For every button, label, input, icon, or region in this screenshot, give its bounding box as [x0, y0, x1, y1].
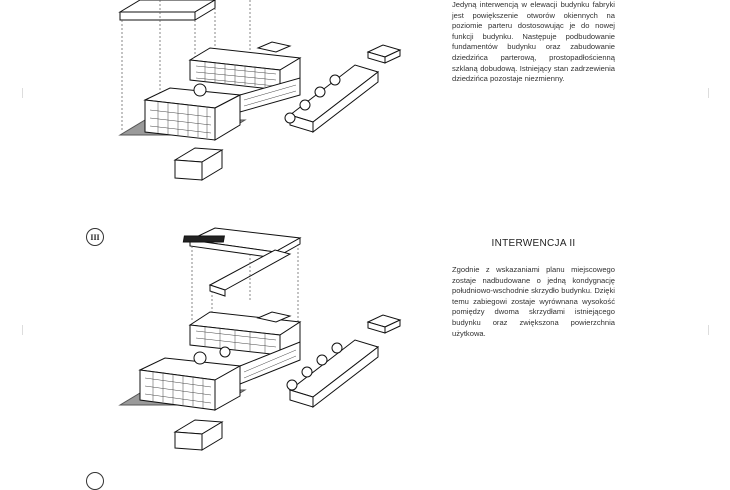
- description-top-text: Jedyną interwencją w elewacji budynku fabryki jest powiększenie otworów okiennych na poziomie parteru dostosowując je do nowej funkcji budynku. Następuje podbudowanie fundamentów budynku oraz zabudowanie dziedzińca parterową, prostopadłościenną szklaną dobudową. Istniejący stan zadrzewienia dziedzińca pozostaje niezmienny.: [452, 0, 615, 84]
- description-mid: [452, 265, 615, 339]
- page-marker: [22, 88, 37, 98]
- description-mid-text: Zgodnie z wskazaniami planu miejscowego zostaje nadbudowane o jedną kondygnację południowo-wschodnie skrzydło budynku. Dzięki temu zabiegowi zostaje wyrównana wysokość pomiędzy dwoma skrzydłami istniejącego budynku oraz zwiększona powierzchnia użytkowa.: [452, 265, 615, 338]
- step-badge-next: [86, 472, 104, 490]
- description-top: [452, 0, 615, 85]
- section-heading: INTERWENCJA II: [491, 238, 576, 249]
- step-badge: III: [86, 228, 104, 246]
- axonometric-drawing-top: [120, 0, 400, 180]
- page-marker: [22, 325, 37, 335]
- page-marker: [708, 325, 723, 335]
- page-marker: [708, 88, 723, 98]
- axonometric-drawing-mid: [120, 228, 400, 450]
